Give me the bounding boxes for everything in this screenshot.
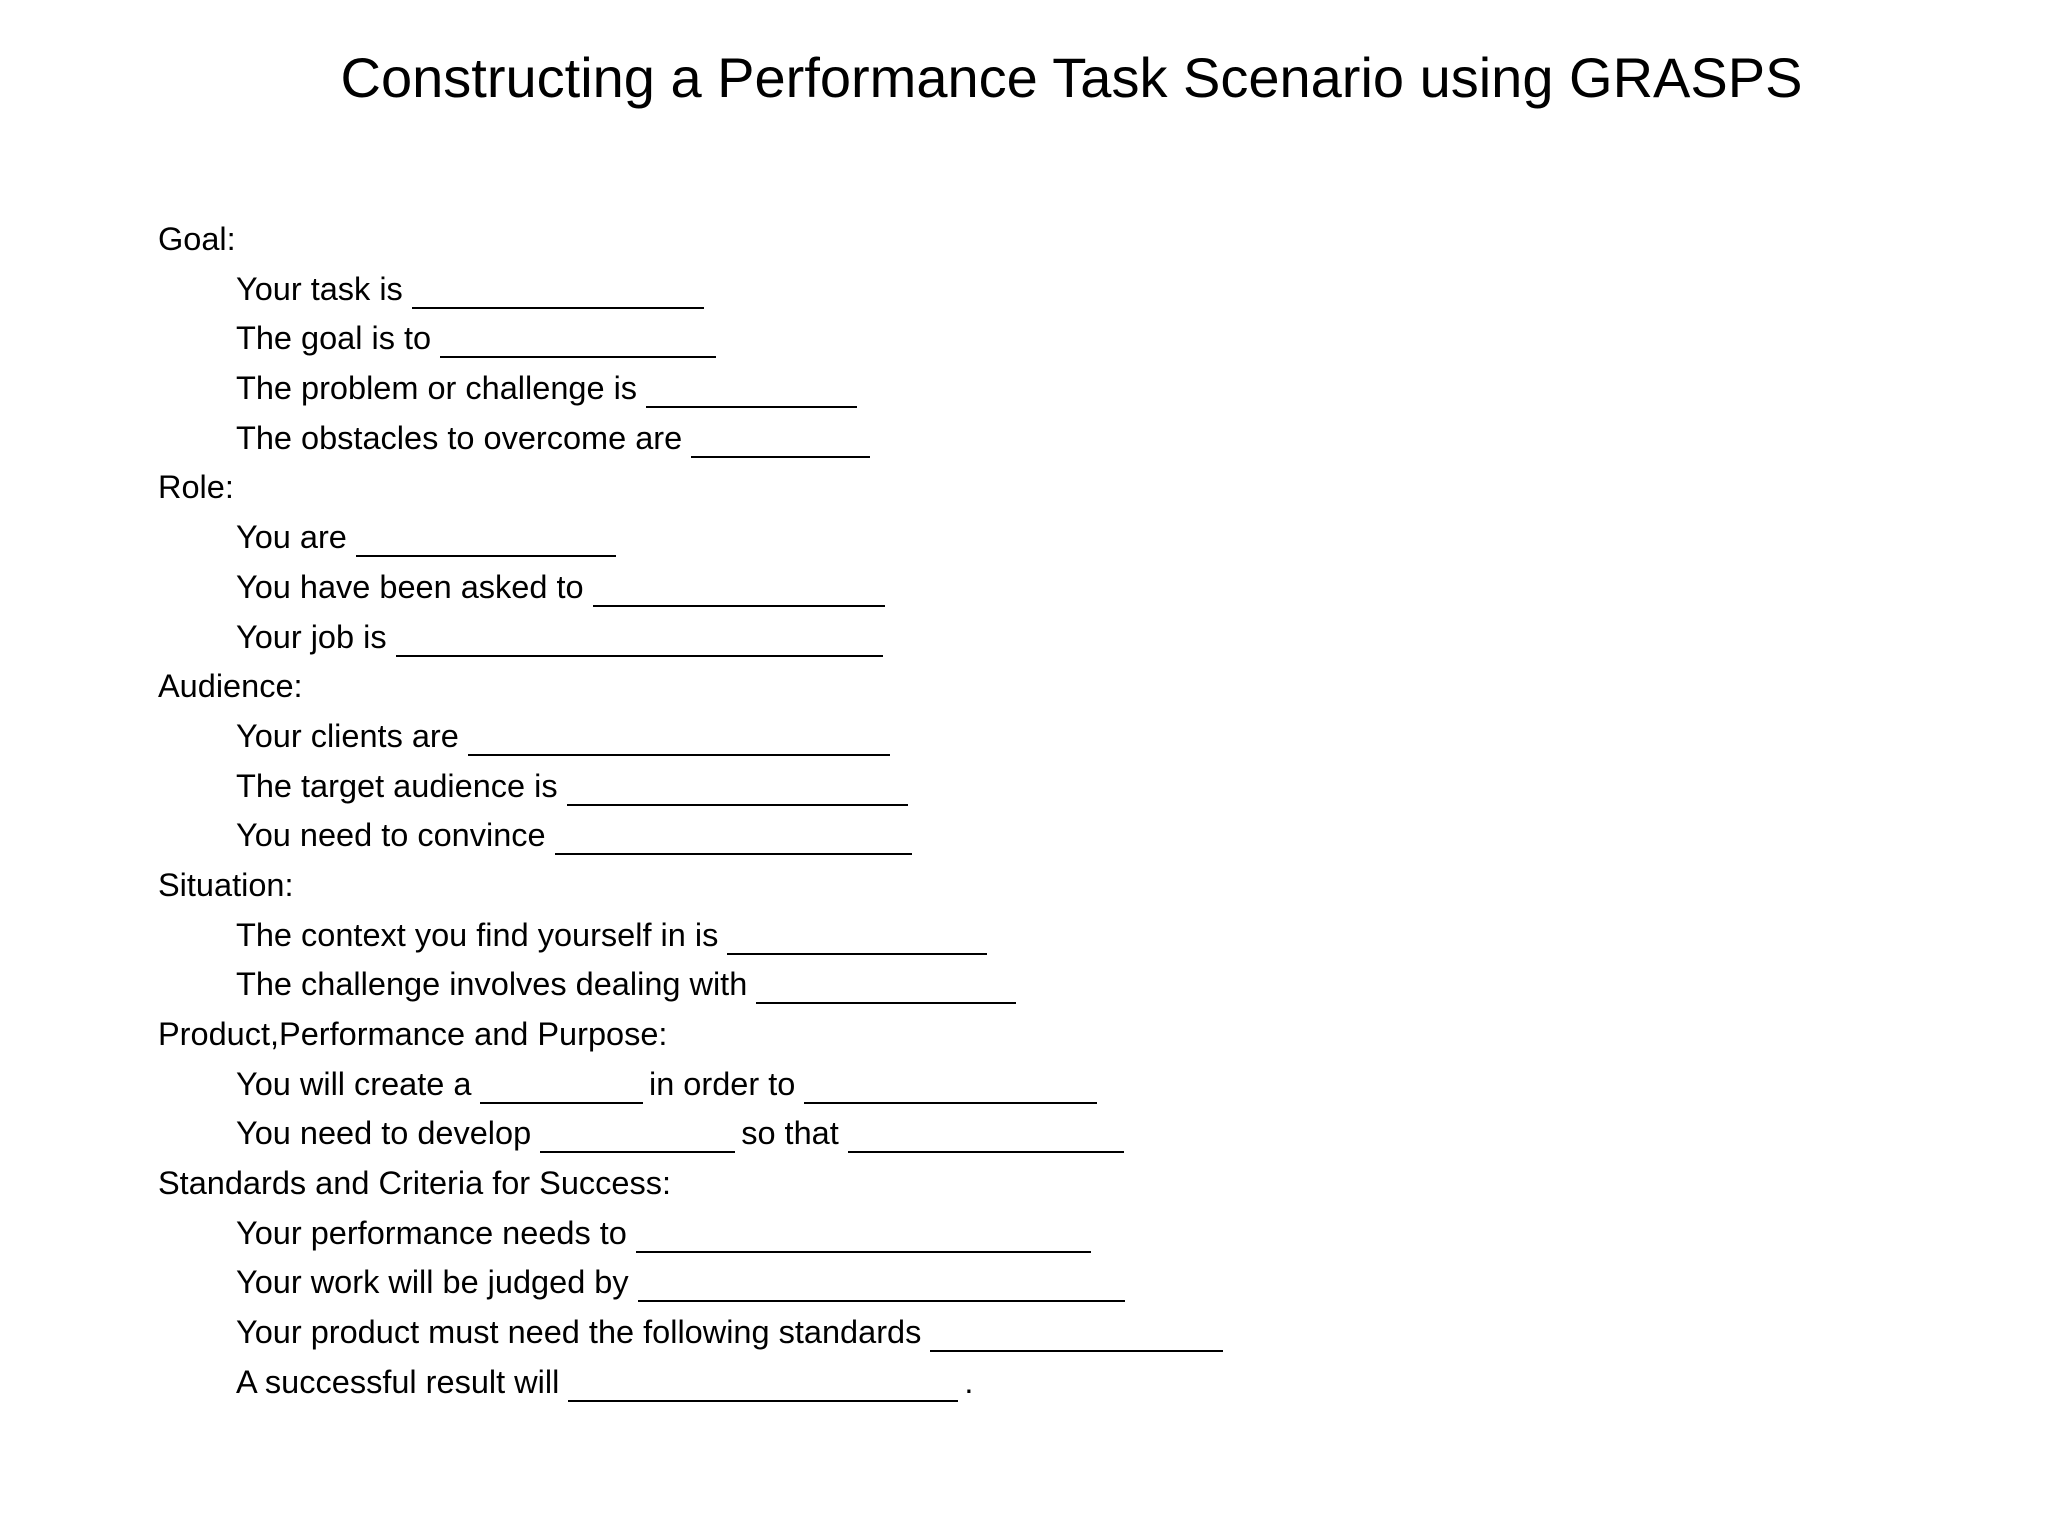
prompt-line xyxy=(158,513,1229,563)
prompt-line xyxy=(158,613,1229,663)
answer-blank[interactable] xyxy=(636,1219,1091,1253)
prompt-line xyxy=(158,1358,1229,1408)
prompt-line xyxy=(158,1258,1229,1308)
answer-blank[interactable] xyxy=(567,772,908,806)
prompt-text: Your work will be judged by xyxy=(236,1264,629,1301)
prompt-line xyxy=(158,762,1229,812)
page-title: Constructing a Performance Task Scenario using GRASPS xyxy=(340,46,1803,109)
section-heading: Role: xyxy=(158,469,234,506)
answer-blank[interactable] xyxy=(727,921,987,955)
prompt-text: You have been asked to xyxy=(236,568,584,605)
prompt-line xyxy=(158,1109,1229,1159)
answer-blank[interactable] xyxy=(555,821,913,855)
prompt-text: A successful result will xyxy=(236,1363,560,1400)
prompt-text: The target audience is xyxy=(236,767,558,804)
prompt-line xyxy=(158,563,1229,613)
section-heading: Situation: xyxy=(158,866,294,903)
answer-blank[interactable] xyxy=(396,623,884,657)
section-heading: Standards and Criteria for Success: xyxy=(158,1165,672,1202)
answer-blank[interactable] xyxy=(356,523,616,557)
answer-blank[interactable] xyxy=(468,722,891,756)
prompt-line xyxy=(158,364,1229,414)
answer-blank[interactable] xyxy=(480,1070,643,1104)
answer-blank[interactable] xyxy=(638,1268,1126,1302)
prompt-text: The context you find yourself in is xyxy=(236,916,719,953)
prompt-line xyxy=(158,911,1229,961)
prompt-line xyxy=(158,265,1229,315)
answer-blank[interactable] xyxy=(593,573,886,607)
prompt-line xyxy=(158,314,1229,364)
prompt-line xyxy=(158,1060,1229,1110)
answer-blank[interactable] xyxy=(804,1070,1097,1104)
prompt-text: You will create a xyxy=(236,1065,472,1102)
prompt-text: The goal is to xyxy=(236,320,432,357)
section-heading: Audience: xyxy=(158,668,303,705)
prompt-text: The challenge involves dealing with xyxy=(236,966,748,1003)
answer-blank[interactable] xyxy=(848,1119,1124,1153)
grasps-worksheet xyxy=(158,215,1229,1408)
prompt-line xyxy=(158,414,1229,464)
prompt-text: Your task is xyxy=(236,270,403,307)
prompt-text: so that xyxy=(741,1115,839,1152)
prompt-text: . xyxy=(964,1363,974,1400)
section-heading: Goal: xyxy=(158,221,236,257)
prompt-text: The problem or challenge is xyxy=(236,370,638,407)
answer-blank[interactable] xyxy=(691,424,870,458)
prompt-line xyxy=(158,712,1229,762)
prompt-text: Your performance needs to xyxy=(236,1214,627,1251)
answer-blank[interactable] xyxy=(646,374,857,408)
prompt-line xyxy=(158,1209,1229,1259)
prompt-text: in order to xyxy=(648,1065,796,1102)
answer-blank[interactable] xyxy=(568,1368,958,1402)
prompt-text: Your job is xyxy=(236,618,387,655)
prompt-line xyxy=(158,960,1229,1010)
answer-blank[interactable] xyxy=(412,275,705,309)
prompt-text: Your product must need the following standards xyxy=(236,1314,922,1351)
answer-blank[interactable] xyxy=(930,1318,1223,1352)
prompt-line xyxy=(158,1308,1229,1358)
prompt-line xyxy=(158,811,1229,861)
prompt-text: Your clients are xyxy=(236,717,459,754)
answer-blank[interactable] xyxy=(540,1119,735,1153)
prompt-text: You need to develop xyxy=(236,1115,532,1152)
section-heading: Product,Performance and Purpose: xyxy=(158,1016,668,1052)
prompt-text: You need to convince xyxy=(236,817,546,854)
answer-blank[interactable] xyxy=(756,970,1016,1004)
answer-blank[interactable] xyxy=(440,324,716,358)
prompt-text: You are xyxy=(236,519,347,556)
prompt-text: The obstacles to overcome are xyxy=(236,419,683,456)
